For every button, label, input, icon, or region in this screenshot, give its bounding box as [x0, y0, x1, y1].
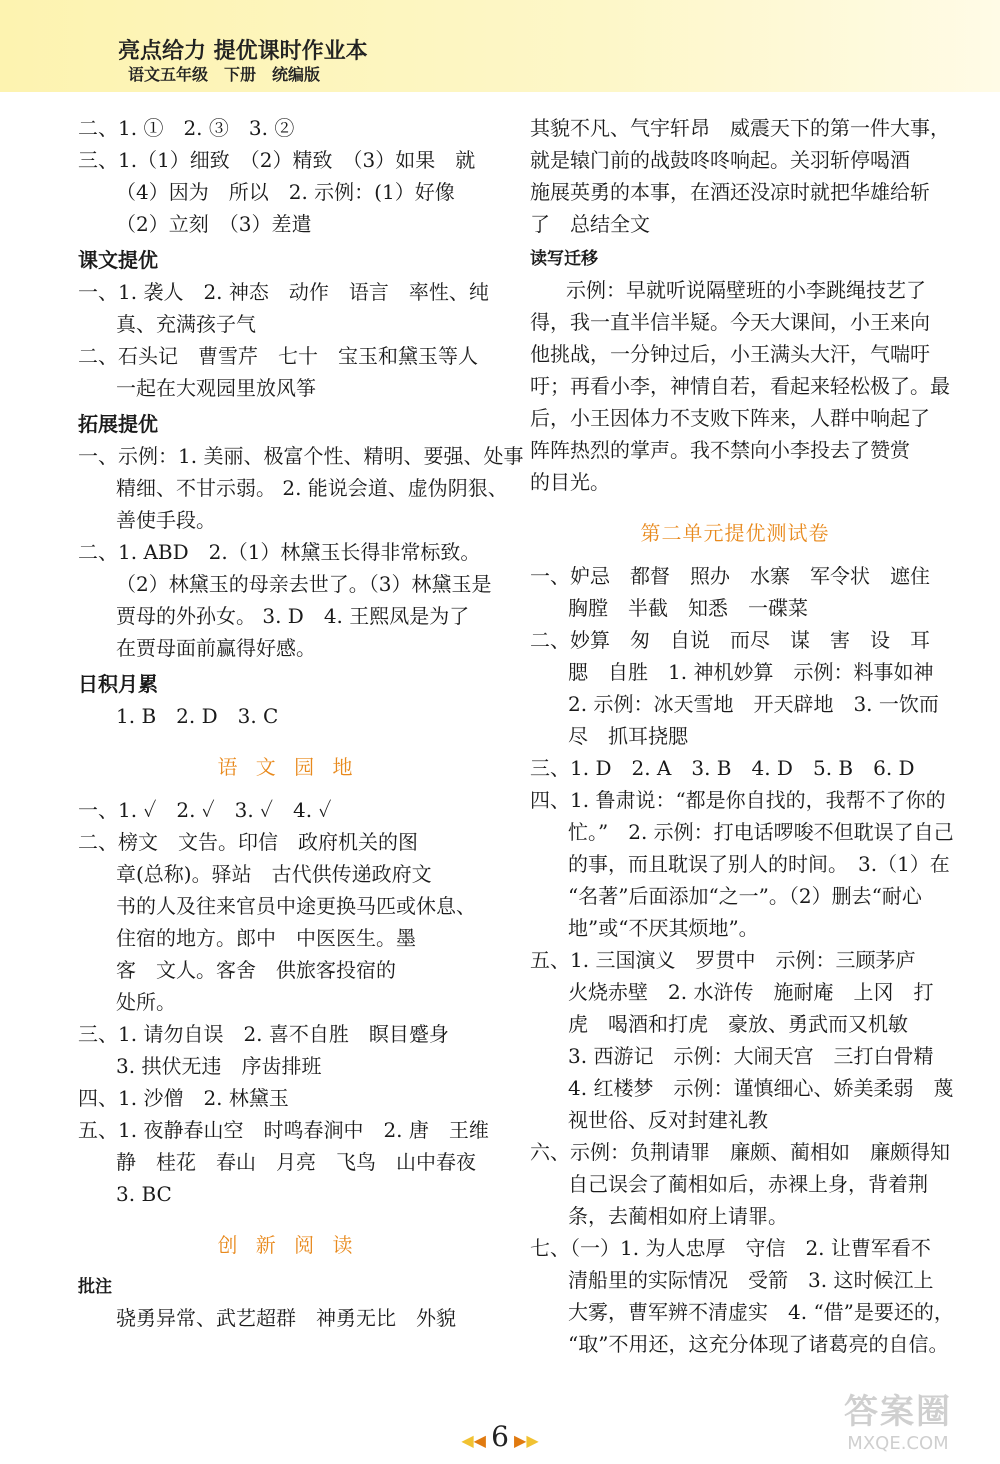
answer-block	[78, 276, 498, 404]
answer-line: 一、1. ✓ 2. ✓ 3. ✓ 4. ✓	[78, 798, 332, 822]
answer-line: 1. B 2. D 3. C	[116, 704, 279, 728]
answer-block	[78, 794, 498, 1210]
answer-line: 条，去蔺相如府上请罪。	[568, 1204, 788, 1228]
answer-line: 二、1. ABD 2.（1）林黛玉长得非常标致。	[78, 540, 481, 564]
answer-line: 二、石头记 曹雪芹 七十 宝玉和黛玉等人	[78, 344, 478, 368]
book-subtitle: 语文五年级 下册 统编版	[128, 65, 321, 84]
answer-line: 在贾母面前赢得好感。	[116, 636, 316, 660]
answer-line: “取”不用还，这充分体现了诸葛亮的自信。	[568, 1332, 949, 1356]
answer-line: 一起在大观园里放风筝	[116, 376, 316, 400]
answer-line: 他挑战，一分钟过后，小王满头大汗，气喘吁	[530, 342, 930, 366]
answer-line: 后，小王因体力不支败下阵来，人群中响起了	[530, 406, 930, 430]
section-heading: 读写迁移	[530, 249, 598, 269]
answer-line: 客 文人。客舍 供旅客投宿的	[116, 958, 396, 982]
left-arrow-icon: ◀	[473, 1431, 486, 1450]
answer-line: （2）林黛玉的母亲去世了。（3）林黛玉是	[116, 572, 492, 596]
answer-line: 吁；再看小李，神情自若，看起来轻松极了。最	[530, 374, 950, 398]
answer-line: 2. 示例：冰天雪地 开天辟地 3. 一饮而	[568, 692, 939, 716]
answer-line: 六、示例：负荆请罪 廉颇、蔺相如 廉颇得知	[530, 1140, 950, 1164]
answer-line: 贾母的外孙女。 3. D 4. 王熙凤是为了	[116, 604, 470, 628]
answer-line: 腮 自胜 1. 神机妙算 示例：料事如神	[568, 660, 934, 684]
book-title: 亮点给力 提优课时作业本	[118, 39, 368, 64]
unit-heading: 第二单元提优测试卷	[640, 521, 830, 545]
answer-line: 胸膛 半截 知悉 一碟菜	[568, 596, 808, 620]
answer-line: 四、1. 鲁肃说：“都是你自找的，我帮不了你的	[530, 788, 946, 812]
answer-line: 虎 喝酒和打虎 豪放、勇武而又机敏	[568, 1012, 908, 1036]
left-arrow-icon: ◀	[461, 1431, 474, 1450]
answer-line: “名著”后面添加“之一”。（2）删去“耐心	[568, 884, 922, 908]
answer-line: （4）因为 所以 2. 示例：(1）好像	[116, 180, 455, 204]
section-heading: 批注	[78, 1277, 112, 1297]
answer-line: 三、1. D 2. A 3. B 4. D 5. B 6. D	[530, 756, 915, 780]
answer-line: 善使手段。	[116, 508, 216, 532]
answer-block	[78, 112, 498, 240]
answer-line: 3. 拱伏无违 序齿排班	[116, 1054, 322, 1078]
answer-line: 章(总称)。驿站 古代供传递政府文	[116, 862, 432, 886]
right-column	[530, 112, 954, 1360]
answer-line: 骁勇异常、武艺超群 神勇无比 外貌	[116, 1306, 456, 1330]
answer-line: 自己误会了蔺相如后，赤裸上身，背着荆	[568, 1172, 928, 1196]
answer-line: 四、1. 沙僧 2. 林黛玉	[78, 1086, 289, 1110]
answer-line: 的事，而且耽误了别人的时间。 3.（1）在	[568, 852, 950, 876]
answer-line: 清船里的实际情况 受箭 3. 这时候江上	[568, 1268, 934, 1292]
watermark-logo	[810, 1384, 986, 1456]
answer-line: 二、妙算 匆 自说 而尽 谋 害 设 耳	[530, 628, 930, 652]
answer-line: 火烧赤壁 2. 水浒传 施耐庵 上冈 打	[568, 980, 934, 1004]
answer-line: 二、1. ① 2. ③ 3. ②	[78, 116, 295, 140]
right-arrow-icon: ▶	[526, 1431, 539, 1450]
answer-block	[530, 560, 954, 1360]
unit-heading: 语 文 园 地	[217, 755, 359, 779]
answer-line: 地”或“不厌其烦地”。	[568, 916, 759, 940]
answer-line: 了 总结全文	[530, 212, 650, 236]
section-heading: 日积月累	[78, 672, 158, 696]
answer-line: 施展英勇的本事，在酒还没凉时就把华雄给斩	[530, 180, 930, 204]
answer-line: 五、1. 三国演义 罗贯中 示例：三顾茅庐	[530, 948, 916, 972]
answer-line: 处所。	[116, 990, 176, 1014]
answer-line: 住宿的地方。郎中 中医医生。墨	[116, 926, 416, 950]
answer-line: 七、（一）1. 为人忠厚 守信 2. 让曹军看不	[530, 1236, 931, 1260]
answer-line: （2）立刻 （3）差遣	[116, 212, 312, 236]
answer-line: 五、1. 夜静春山空 时鸣春涧中 2. 唐 王维	[78, 1118, 489, 1142]
section-heading: 课文提优	[78, 248, 158, 272]
answer-line: 视世俗、反对封建礼教	[568, 1108, 768, 1132]
answer-line: 静 桂花 春山 月亮 飞鸟 山中春夜	[116, 1150, 476, 1174]
unit-heading: 创 新 阅 读	[217, 1233, 359, 1257]
answer-line: 三、1. 请勿自误 2. 喜不自胜 瞑目蹙身	[78, 1022, 449, 1046]
answer-line: 3. 西游记 示例：大闹天宫 三打白骨精	[568, 1044, 934, 1068]
answer-line: 忙。” 2. 示例：打电话啰唆不但耽误了自己	[568, 820, 954, 844]
right-arrow-icon: ▶	[514, 1431, 527, 1450]
left-column	[78, 112, 524, 1334]
answer-block	[78, 440, 524, 664]
answer-block	[530, 112, 950, 240]
answer-line: 三、1.（1）细致 （2）精致 （3）如果 就	[78, 148, 476, 172]
answer-line: 4. 红楼梦 示例：谨慎细心、娇美柔弱 蔑	[568, 1076, 954, 1100]
answer-line: 的目光。	[530, 470, 610, 494]
answer-line: 二、榜文 文告。印信 政府机关的图	[78, 830, 418, 854]
answer-line: 一、示例：1. 美丽、极富个性、精明、要强、处事	[78, 444, 524, 468]
answer-block	[530, 274, 950, 498]
answer-line: 一、妒忌 都督 照办 水寨 军令状 遮住	[530, 564, 930, 588]
answer-line: 3. BC	[116, 1182, 172, 1206]
page-number: 6	[491, 1420, 509, 1453]
answer-line: 精细、不甘示弱。 2. 能说会道、虚伪阴狠、	[116, 476, 508, 500]
answer-block	[78, 700, 498, 732]
answer-line: 书的人及往来官员中途更换马匹或休息、	[116, 894, 476, 918]
answer-line: 一、1. 袭人 2. 神态 动作 语言 率性、纯	[78, 280, 489, 304]
answer-line: 示例：早就听说隔壁班的小李跳绳技艺了	[566, 278, 926, 302]
watermark-url: MXQE.COM	[847, 1433, 949, 1454]
answer-line: 阵阵热烈的掌声。我不禁向小李投去了赞赏	[530, 438, 910, 462]
section-heading: 拓展提优	[78, 412, 158, 436]
answer-line: 真、充满孩子气	[116, 312, 256, 336]
answer-line: 大雾，曹军辨不清虚实 4. “借”是要还的，	[568, 1300, 954, 1324]
answer-line: 尽 抓耳挠腮	[568, 724, 688, 748]
answer-line: 得，我一直半信半疑。今天大课间，小王来向	[530, 310, 930, 334]
answer-line: 其貌不凡、气宇轩昂 威震天下的第一件大事，	[530, 116, 950, 140]
watermark-text: 答案圈	[844, 1392, 952, 1432]
answer-line: 就是辕门前的战鼓咚咚响起。关羽斩停喝酒	[530, 148, 910, 172]
